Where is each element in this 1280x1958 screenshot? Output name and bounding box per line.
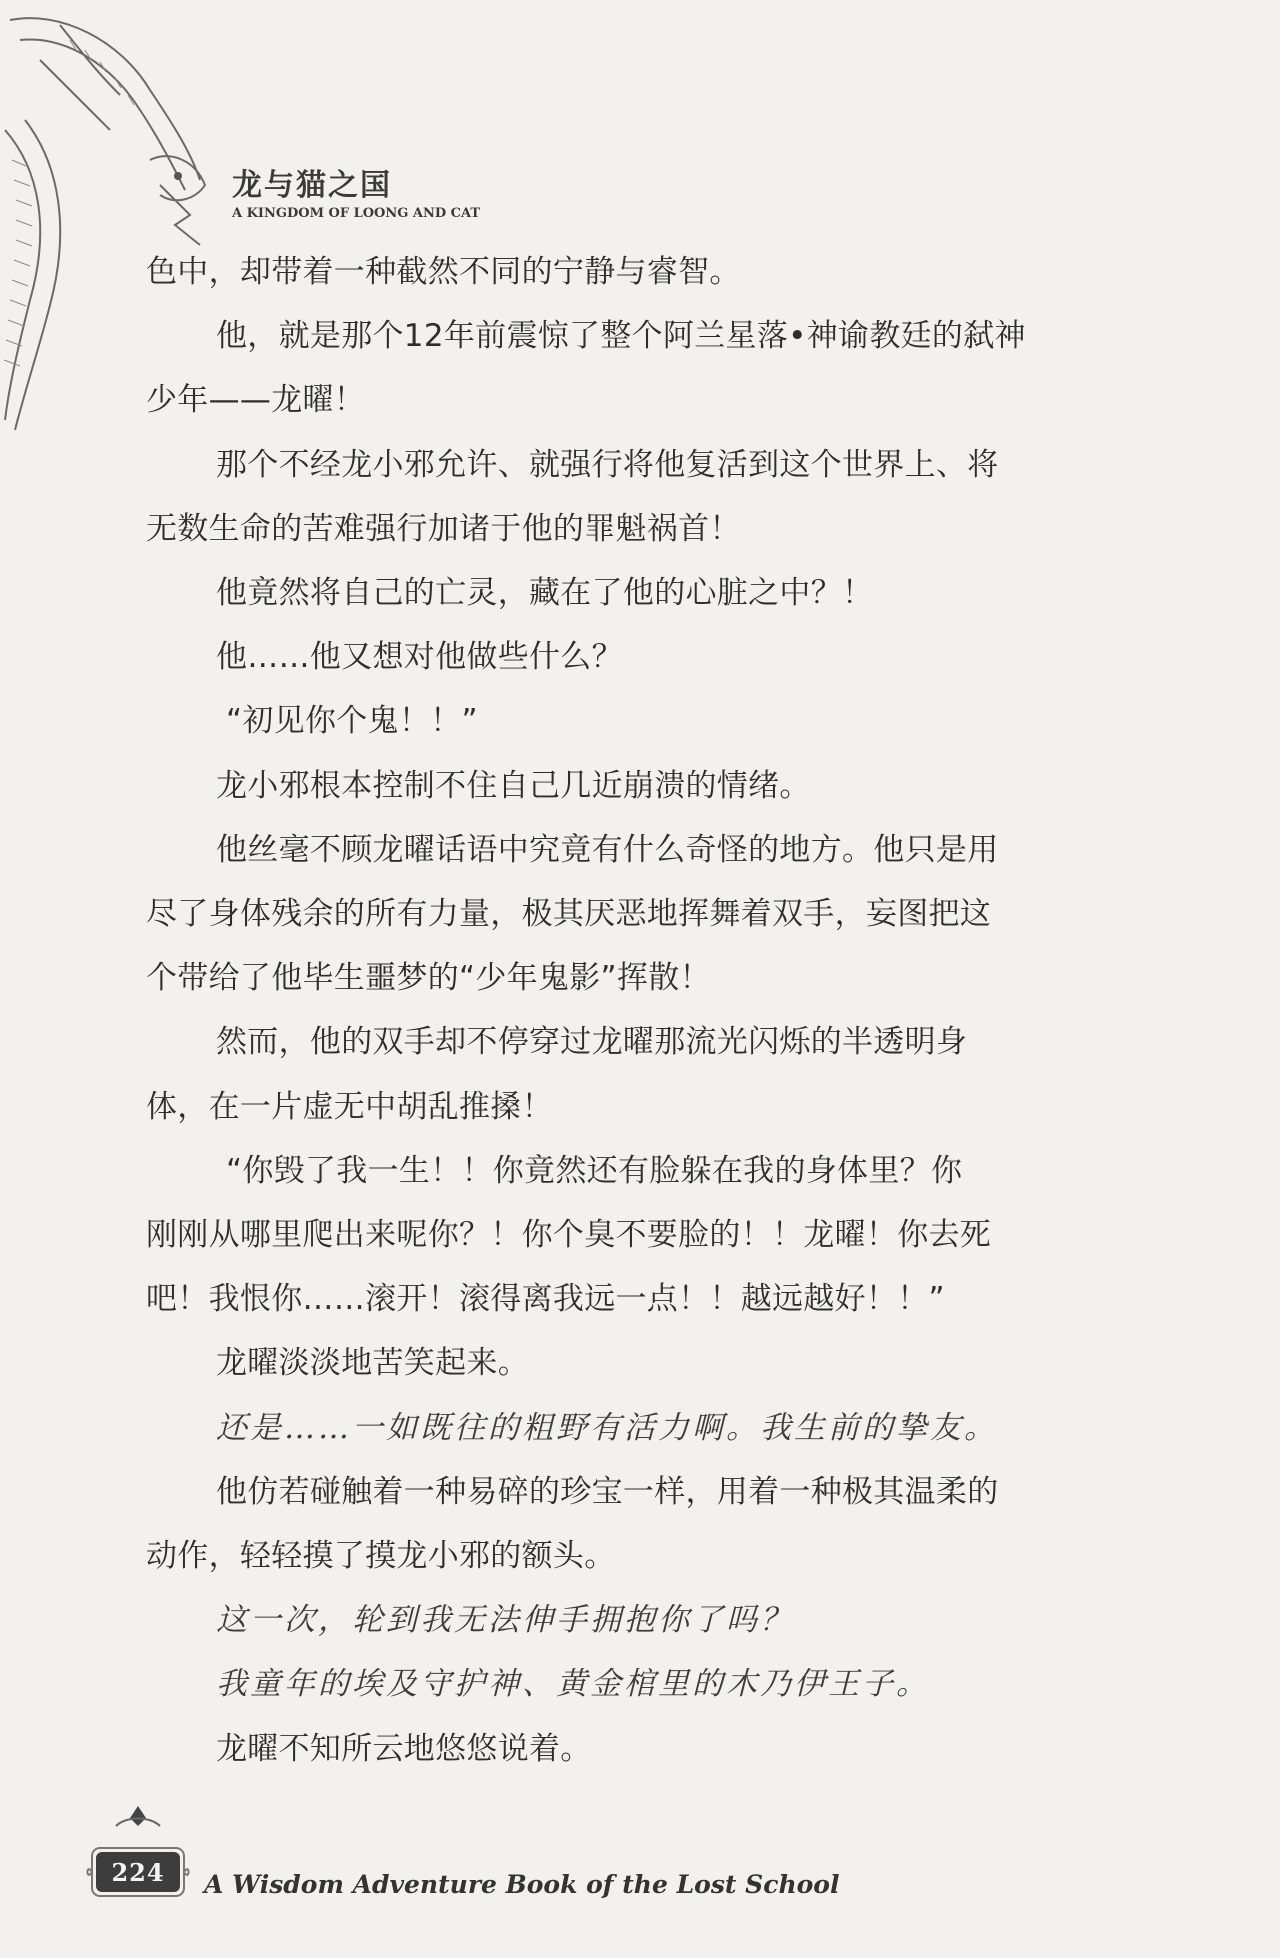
text-line: “你毁了我一生！！你竟然还有脸躲在我的身体里？你 [226,1152,963,1189]
page-number: 224 [111,1857,165,1887]
inner-thought-line: 还是……一如既往的粗野有活力啊。我生前的挚友。 [216,1409,998,1446]
text-line: 龙小邪根本控制不住自己几近崩溃的情绪。 [216,767,811,804]
text-line: 动作，轻轻摸了摸龙小邪的额头。 [146,1538,616,1575]
text-line: “初见你个鬼！！” [226,703,478,740]
text-line: 刚刚从哪里爬出来呢你？！你个臭不要脸的！！龙曜！你去死 [146,1217,992,1254]
text-line: 然而，他的双手却不停穿过龙曜那流光闪烁的半透明身 [216,1024,968,1061]
text-line: 他仿若碰触着一种易碎的珍宝一样，用着一种极其温柔的 [216,1473,999,1510]
text-line: 他丝毫不顾龙曜话语中究竟有什么奇怪的地方。他只是用 [216,831,999,868]
text-line: 他……他又想对他做些什么？ [216,639,623,676]
text-line: 无数生命的苦难强行加诸于他的罪魁祸首！ [146,510,741,547]
footer-series-title: A Wisdom Adventure Book of the Lost School [204,1870,840,1899]
text-line: 龙曜不知所云地悠悠说着。 [216,1730,592,1767]
text-line: 色中，却带着一种截然不同的宁静与睿智。 [146,254,741,290]
text-line: 尽了身体残余的所有力量，极其厌恶地挥舞着双手，妄图把这 [146,896,992,933]
inner-thought-line: 这一次，轮到我无法伸手拥抱你了吗？ [216,1602,794,1639]
dragon-eye [174,172,182,180]
inner-thought-line: 我童年的埃及守护神、黄金棺里的木乃伊王子。 [216,1666,930,1703]
running-header-title: 龙与猫之国 [232,168,392,203]
text-line: 他，就是那个12年前震惊了整个阿兰星落•神谕教廷的弑神 [216,318,1026,355]
text-line: 吧！我恨你……滚开！滚得离我远一点！！越远越好！！” [146,1281,945,1318]
text-line: 个带给了他毕生噩梦的“少年鬼影”挥散！ [146,960,711,997]
body-text [146,240,1146,1781]
ornament-icon [130,1806,146,1826]
text-line: 少年——龙曜！ [146,382,366,419]
text-line: 龙曜淡淡地苦笑起来。 [216,1345,529,1382]
text-line: 他竟然将自己的亡灵，藏在了他的心脏之中？！ [216,575,874,612]
running-header-subtitle: A KINGDOM OF LOONG AND CAT [232,206,481,221]
text-line: 体，在一片虚无中胡乱推搡！ [146,1088,553,1125]
text-line: 那个不经龙小邪允许、就强行将他复活到这个世界上、将 [216,446,999,483]
